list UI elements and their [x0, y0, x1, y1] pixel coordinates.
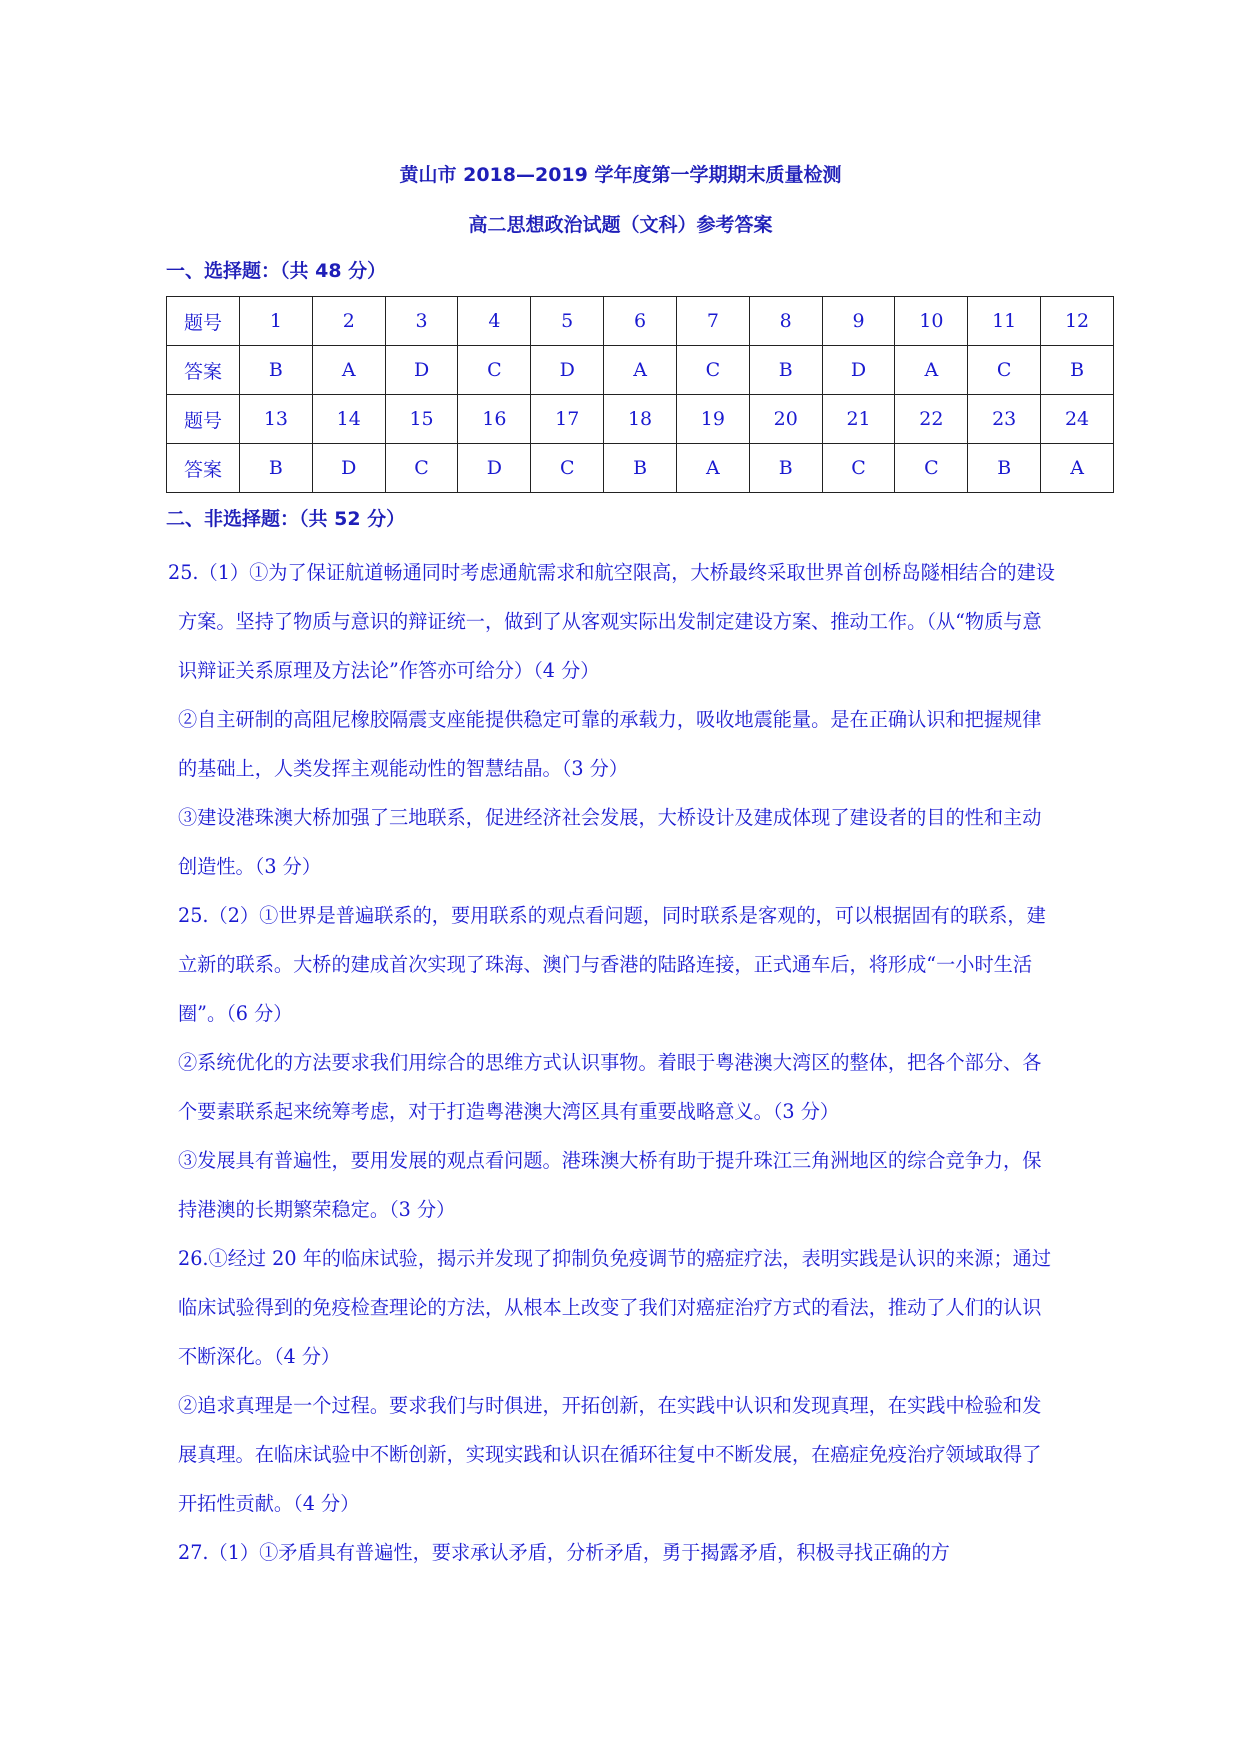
table-cell: 24 [1041, 395, 1114, 444]
table-cell: 22 [895, 395, 968, 444]
table-cell: D [385, 346, 458, 395]
answer-paragraph: 27.（1）①矛盾具有普遍性，要求承认矛盾，分析矛盾，勇于揭露矛盾，积极寻找正确的方 [178, 1541, 950, 1564]
table-cell: A [676, 444, 749, 493]
table-cell: 9 [822, 297, 895, 346]
answer-paragraph: ②追求真理是一个过程。要求我们与时俱进，开拓创新，在实践中认识和发现真理，在实践中检验和发展真理。在临床试验中不断创新，实现实践和认识在循环往复中不断发展，在癌症免疫治疗领域取得了开拓性贡献。（4 分） [178, 1394, 1042, 1515]
table-cell: 8 [749, 297, 822, 346]
table-cell: B [240, 444, 313, 493]
table-cell: 2 [312, 297, 385, 346]
answer-table [166, 296, 1114, 493]
table-cell: A [895, 346, 968, 395]
table-cell: 3 [385, 297, 458, 346]
table-cell: 1 [240, 297, 313, 346]
document-subtitle: 高二思想政治试题（文科）参考答案 [468, 214, 773, 236]
table-cell: D [312, 444, 385, 493]
table-row [167, 444, 1114, 493]
answer-body [168, 548, 1060, 1577]
table-cell: A [312, 346, 385, 395]
table-row [167, 297, 1114, 346]
section-heading-non-choice: 二、非选择题：（共 52 分） [166, 508, 406, 530]
table-cell: 4 [458, 297, 531, 346]
table-cell: 18 [604, 395, 677, 444]
table-row [167, 346, 1114, 395]
table-cell: B [1041, 346, 1114, 395]
table-cell: 17 [531, 395, 604, 444]
answer-paragraph: 25.（2）①世界是普遍联系的，要用联系的观点看问题，同时联系是客观的，可以根据固有的联系，建立新的联系。大桥的建成首次实现了珠海、澳门与香港的陆路连接，正式通车后，将形成“一小时生活圈”。（6 分） [178, 904, 1046, 1025]
table-cell: 20 [749, 395, 822, 444]
answer-paragraph: ②自主研制的高阻尼橡胶隔震支座能提供稳定可靠的承载力，吸收地震能量。是在正确认识和把握规律的基础上，人类发挥主观能动性的智慧结晶。（3 分） [178, 708, 1042, 780]
answer-paragraph: ②系统优化的方法要求我们用综合的思维方式认识事物。着眼于粤港澳大湾区的整体，把各个部分、各个要素联系起来统筹考虑，对于打造粤港澳大湾区具有重要战略意义。（3 分） [178, 1051, 1042, 1123]
table-cell: 15 [385, 395, 458, 444]
answer-paragraph: 26.①经过 20 年的临床试验，揭示并发现了抑制负免疫调节的癌症疗法，表明实践是认识的来源；通过临床试验得到的免疫检查理论的方法，从根本上改变了我们对癌症治疗方式的看法，推动了人们的认识不断深化。（4 分） [178, 1247, 1052, 1368]
row-label-cell: 答案 [167, 444, 240, 493]
table-cell: B [749, 346, 822, 395]
table-cell: 7 [676, 297, 749, 346]
table-cell: D [822, 346, 895, 395]
table-cell: D [531, 346, 604, 395]
table-cell: 21 [822, 395, 895, 444]
table-cell: A [604, 346, 677, 395]
table-cell: 16 [458, 395, 531, 444]
row-label-cell: 题号 [167, 297, 240, 346]
table-cell: 6 [604, 297, 677, 346]
row-label-cell: 题号 [167, 395, 240, 444]
answer-paragraph: ③发展具有普遍性，要用发展的观点看问题。港珠澳大桥有助于提升珠江三角洲地区的综合竞争力，保持港澳的长期繁荣稳定。（3 分） [178, 1149, 1042, 1221]
table-cell: C [676, 346, 749, 395]
table-cell: 11 [968, 297, 1041, 346]
table-cell: B [749, 444, 822, 493]
document-title: 黄山市 2018—2019 学年度第一学期期末质量检测 [399, 164, 842, 186]
table-cell: 23 [968, 395, 1041, 444]
table-cell: D [458, 444, 531, 493]
table-cell: B [240, 346, 313, 395]
table-cell: 14 [312, 395, 385, 444]
answer-paragraph: 25.（1）①为了保证航道畅通同时考虑通航需求和航空限高，大桥最终采取世界首创桥岛隧相结合的建设方案。坚持了物质与意识的辩证统一，做到了从客观实际出发制定建设方案、推动工作。（从“物质与意识辩证关系原理及方法论”作答亦可给分）（4 分） [168, 561, 1055, 682]
table-cell: B [604, 444, 677, 493]
table-cell: C [458, 346, 531, 395]
table-cell: A [1041, 444, 1114, 493]
table-cell: C [822, 444, 895, 493]
table-cell: C [895, 444, 968, 493]
answer-paragraph: ③建设港珠澳大桥加强了三地联系，促进经济社会发展，大桥设计及建成体现了建设者的目的性和主动创造性。（3 分） [178, 806, 1042, 878]
table-row [167, 395, 1114, 444]
table-cell: C [385, 444, 458, 493]
section-heading-multiple-choice: 一、选择题：（共 48 分） [166, 260, 387, 282]
table-cell: C [531, 444, 604, 493]
table-cell: 13 [240, 395, 313, 444]
table-cell: 12 [1041, 297, 1114, 346]
table-cell: 5 [531, 297, 604, 346]
row-label-cell: 答案 [167, 346, 240, 395]
table-cell: B [968, 444, 1041, 493]
table-cell: C [968, 346, 1041, 395]
table-cell: 19 [676, 395, 749, 444]
table-cell: 10 [895, 297, 968, 346]
